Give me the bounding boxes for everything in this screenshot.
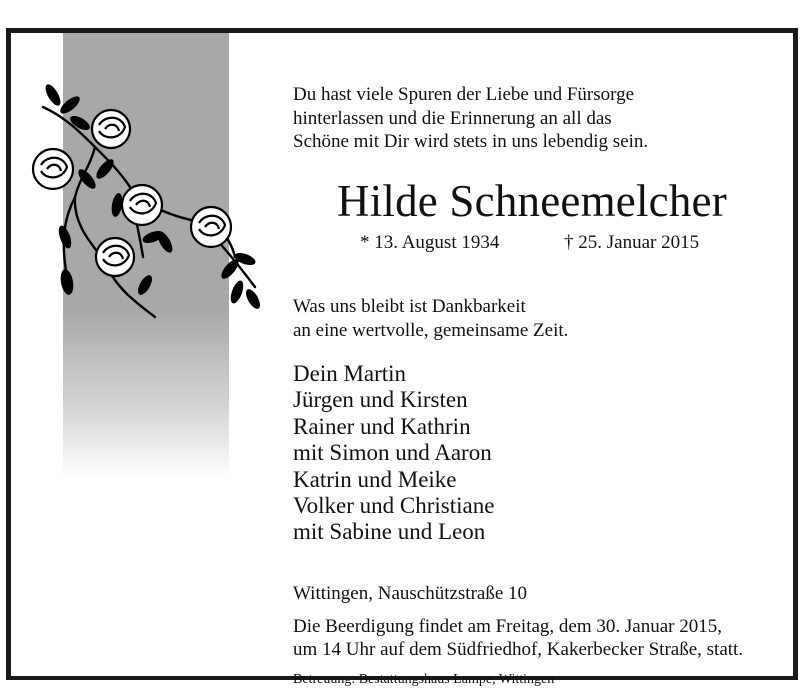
- death-date: † 25. Januar 2015: [564, 232, 700, 253]
- motto-line: hinterlassen und die Erinnerung an all das: [293, 107, 612, 129]
- family-member: Katrin und Meike: [293, 466, 457, 492]
- family-member: Jürgen und Kirsten: [293, 387, 468, 413]
- roses-illustration: [25, 77, 265, 327]
- family-member: mit Sabine und Leon: [293, 519, 486, 545]
- funeral-line: um 14 Uhr auf dem Südfriedhof, Kakerbecker Straße, statt.: [293, 639, 744, 660]
- motto-line: Schöne mit Dir wird stets in uns lebendig sein.: [293, 131, 649, 152]
- motto-verse: [293, 83, 648, 154]
- family-member: Volker und Christiane: [293, 492, 495, 518]
- family-member: Dein Martin: [293, 361, 407, 386]
- birth-date: * 13. August 1934: [360, 232, 500, 253]
- family-member: Rainer und Kathrin: [293, 413, 471, 439]
- obituary-frame: [6, 28, 798, 687]
- family-list: [293, 361, 494, 546]
- thanks-line: Was uns bleibt ist Dankbarkeit: [293, 296, 526, 317]
- family-member: mit Simon und Aaron: [293, 440, 492, 466]
- funeral-home-note: Betreuung: Bestattungshaus Lampe, Wittingen: [293, 672, 555, 687]
- funeral-line: Die Beerdigung findet am Freitag, dem 30. Januar 2015,: [293, 616, 722, 637]
- funeral-info: [293, 615, 743, 661]
- motto-line: Du hast viele Spuren der Liebe und Fürsorge: [293, 84, 635, 105]
- deceased-name: Hilde Schneemelcher: [337, 176, 727, 226]
- thanks-text: [293, 295, 568, 343]
- address: Wittingen, Nauschützstraße 10: [293, 583, 528, 604]
- thanks-line: an eine wertvolle, gemeinsame Zeit.: [293, 320, 569, 341]
